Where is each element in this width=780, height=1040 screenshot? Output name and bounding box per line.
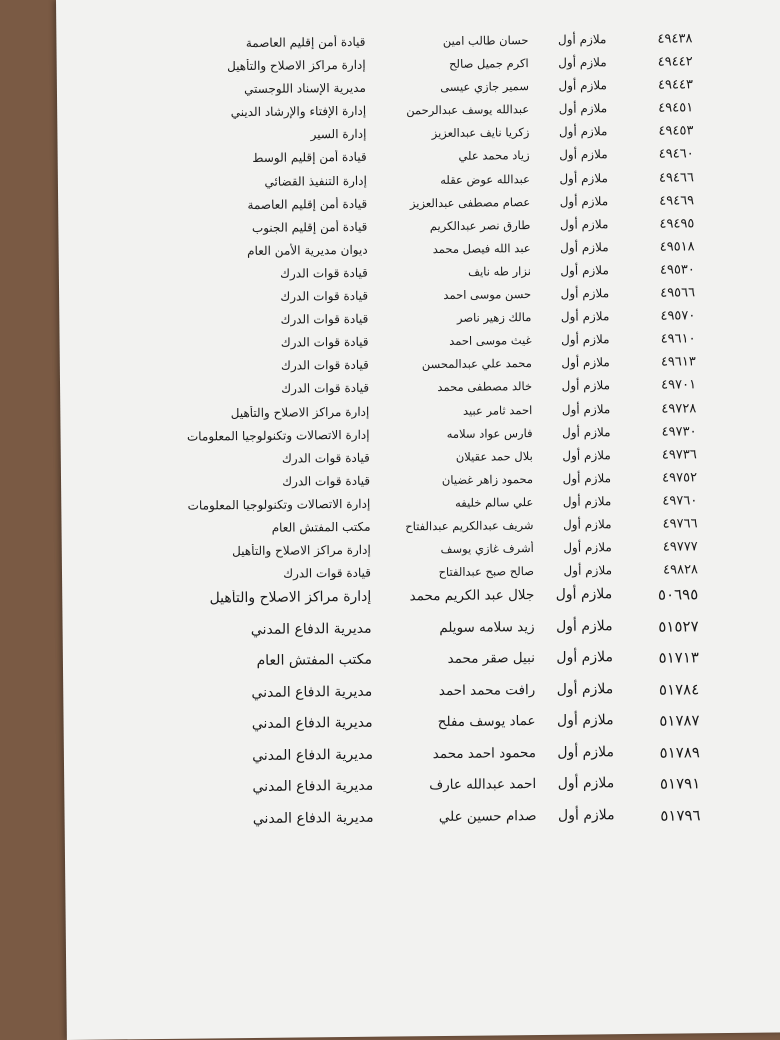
officer-name: طارق نصر عبدالكريم — [429, 217, 531, 233]
document-page — [56, 0, 780, 1040]
department-name: مديرية الدفاع المدني — [251, 683, 373, 701]
officer-name: مالك زهير ناصر — [456, 310, 532, 325]
department-name: إدارة مراكز الاصلاح والتأهيل — [209, 588, 372, 607]
department-name: قيادة قوات الدرك — [281, 381, 370, 397]
department-name: مديرية الدفاع المدني — [252, 777, 374, 796]
military-number: ٤٩٧٥٢ — [662, 470, 698, 486]
officer-name: صدام حسين علي — [438, 807, 537, 825]
officer-name: علي سالم خليفه — [454, 494, 534, 510]
department-name: إدارة الاتصالات وتكنولوجيا المعلومات — [187, 496, 371, 513]
department-name: مديرية الدفاع المدني — [252, 809, 374, 827]
rank-label: ملازم أول — [560, 309, 610, 324]
rank-label: ملازم أول — [556, 649, 613, 667]
rank-label: ملازم أول — [557, 775, 615, 793]
military-number: ٤٩٧٦٠ — [662, 493, 698, 509]
officer-name: عماد يوسف مفلح — [437, 713, 536, 731]
rank-label: ملازم أول — [560, 263, 609, 278]
officer-name: صالح صبح عبدالفتاح — [438, 564, 535, 580]
officer-name: زكريا نايف عبدالعزيز — [431, 125, 530, 141]
military-number: ٤٩٤٣٨ — [657, 31, 693, 47]
officer-name: نبيل صقر محمد — [447, 650, 536, 668]
department-name: قيادة قوات الدرك — [282, 473, 371, 489]
military-number: ٤٩٤٥١ — [658, 100, 694, 116]
department-name: قيادة قوات الدرك — [281, 450, 370, 466]
officer-name: رافت محمد احمد — [438, 681, 536, 699]
rank-label: ملازم أول — [555, 586, 613, 604]
rank-label: ملازم أول — [557, 806, 615, 824]
military-number: ٥١٧٨٩ — [659, 743, 701, 762]
officer-name: محمود زاهر غضيان — [441, 471, 534, 487]
military-number: ٥١٧٩٦ — [660, 806, 701, 825]
department-name: قيادة قوات الدرك — [279, 265, 368, 281]
department-name: مديرية الإسناد اللوجستي — [244, 80, 367, 97]
military-number: ٤٩٤٤٢ — [657, 54, 693, 70]
department-name: مكتب المفتش العام — [271, 519, 371, 535]
officer-name: غيث موسى احمد — [449, 333, 532, 349]
rank-label: ملازم أول — [559, 170, 608, 186]
rank-label: ملازم أول — [562, 494, 612, 509]
officer-name: عصام مصطفى عبدالعزيز — [409, 194, 531, 210]
officer-name: عبدالله يوسف عبدالرحمن — [406, 102, 530, 118]
department-name: قيادة أمن إقليم الوسط — [252, 150, 367, 166]
officer-name: سمير جازي عيسى — [440, 79, 530, 95]
military-number: ٤٩٧٧٧ — [662, 539, 698, 555]
military-number: ٥٠٦٩٥ — [657, 585, 699, 604]
military-number: ٤٩٧٠١ — [661, 377, 697, 394]
department-name: قيادة أمن إقليم العاصمة — [247, 196, 368, 212]
military-number: ٤٩٤٤٣ — [657, 77, 694, 93]
officer-name: حسان طالب امين — [442, 33, 529, 48]
rank-label: ملازم أول — [561, 378, 611, 394]
rank-label: ملازم أول — [561, 401, 611, 417]
military-number: ٤٩٥٣٠ — [659, 262, 695, 278]
military-number: ٤٩٥٧٠ — [660, 308, 696, 324]
personnel-list — [56, 30, 780, 844]
rank-label: ملازم أول — [560, 286, 610, 301]
list-item — [65, 805, 780, 844]
officer-name: احمد ثامر عبيد — [462, 402, 533, 418]
officer-name: محمود احمد محمد — [432, 744, 536, 762]
department-name: قيادة قوات الدرك — [280, 358, 369, 373]
department-name: إدارة الاتصالات وتكنولوجيا المعلومات — [186, 427, 370, 444]
department-name: إدارة الإفتاء والإرشاد الديني — [230, 104, 367, 120]
military-number: ٥١٧٨٧ — [659, 711, 700, 730]
rank-label: ملازم أول — [563, 563, 613, 578]
department-name: مكتب المفتش العام — [256, 651, 373, 670]
officer-name: زياد محمد علي — [458, 148, 530, 164]
department-name: قيادة قوات الدرك — [283, 565, 372, 581]
officer-name: زيد سلامه سويلم — [439, 618, 535, 636]
rank-label: ملازم أول — [556, 680, 614, 698]
military-number: ٤٩٥١٨ — [659, 239, 695, 255]
department-name: قيادة أمن إقليم الجنوب — [251, 219, 368, 235]
military-number: ٤٩٤٩٥ — [659, 216, 695, 232]
department-name: ديوان مديرية الأمن العام — [247, 242, 368, 258]
military-number: ٤٩٨٢٨ — [663, 562, 699, 578]
military-number: ٤٩٥٦٦ — [660, 285, 696, 301]
officer-name: نزار طه نايف — [468, 263, 531, 279]
rank-label: ملازم أول — [562, 517, 612, 532]
military-number: ٥١٥٢٧ — [658, 617, 699, 636]
rank-label: ملازم أول — [556, 712, 614, 730]
military-number: ٤٩٤٥٣ — [658, 123, 694, 140]
rank-label: ملازم أول — [558, 124, 608, 140]
rank-label: ملازم أول — [555, 617, 613, 635]
rank-label: ملازم أول — [558, 55, 607, 70]
rank-label: ملازم أول — [557, 743, 614, 761]
military-number: ٤٩٧٣٦ — [661, 447, 697, 463]
officer-name: أشرف غازي يوسف — [440, 541, 534, 557]
military-number: ٤٩٤٦٠ — [658, 146, 694, 163]
department-name: إدارة السير — [310, 127, 367, 142]
department-name: مديرية الدفاع المدني — [251, 714, 373, 733]
military-number: ٥١٧١٣ — [658, 648, 700, 667]
rank-label: ملازم أول — [559, 193, 609, 209]
officer-name: محمد علي عبدالمحسن — [421, 356, 532, 372]
military-number: ٤٩٧٦٦ — [662, 516, 698, 532]
officer-name: احمد عبدالله عارف — [429, 776, 537, 794]
rank-label: ملازم أول — [558, 78, 607, 93]
rank-label: ملازم أول — [559, 216, 609, 232]
military-number: ٤٩٦١٣ — [660, 354, 696, 370]
rank-label: ملازم أول — [558, 101, 608, 117]
officer-name: اكرم جميل صالح — [449, 56, 529, 71]
officer-name: عبد الله فيصل محمد — [432, 240, 531, 256]
military-number: ٤٩٤٦٦ — [658, 169, 694, 186]
department-name: قيادة قوات الدرك — [280, 311, 369, 327]
rank-label: ملازم أول — [561, 332, 610, 347]
department-name: قيادة قوات الدرك — [280, 288, 369, 304]
rank-label: ملازم أول — [557, 32, 607, 47]
rank-label: ملازم أول — [561, 355, 610, 371]
military-number: ٤٩٦١٠ — [660, 331, 696, 347]
rank-label: ملازم أول — [561, 424, 611, 440]
rank-label: ملازم أول — [563, 540, 612, 555]
department-name: قيادة أمن إقليم العاصمة — [245, 34, 366, 51]
officer-name: عبدالله عوض عقله — [440, 171, 530, 187]
military-number: ٤٩٧٣٠ — [661, 423, 697, 440]
department-name: إدارة مراكز الاصلاح والتأهيل — [230, 404, 370, 420]
officer-name: شريف عبدالكريم عبدالفتاح — [405, 517, 534, 534]
military-number: ٤٩٤٦٩ — [659, 192, 695, 209]
military-number: ٥١٧٨٤ — [658, 680, 700, 699]
officer-name: حسن موسى احمد — [443, 287, 532, 302]
department-name: مديرية الدفاع المدني — [250, 620, 372, 638]
department-name: مديرية الدفاع المدني — [252, 746, 374, 764]
rank-label: ملازم أول — [562, 470, 612, 486]
military-number: ٥١٧٩١ — [659, 774, 701, 793]
department-name: إدارة مراكز الاصلاح والتأهيل — [232, 542, 371, 559]
rank-label: ملازم أول — [560, 240, 609, 255]
rank-label: ملازم أول — [562, 447, 611, 463]
department-name: إدارة مراكز الاصلاح والتأهيل — [226, 57, 366, 74]
military-number: ٤٩٧٢٨ — [661, 400, 697, 417]
officer-name: جلال عبد الكريم محمد — [409, 587, 535, 605]
officer-name: بلال حمد عقيلان — [455, 448, 533, 464]
department-name: إدارة التنفيذ القضائي — [264, 173, 367, 189]
officer-name: فارس عواد سلامه — [446, 425, 533, 441]
department-name: قيادة قوات الدرك — [280, 334, 369, 350]
rank-label: ملازم أول — [559, 147, 608, 163]
officer-name: خالد مصطفى محمد — [437, 379, 533, 395]
